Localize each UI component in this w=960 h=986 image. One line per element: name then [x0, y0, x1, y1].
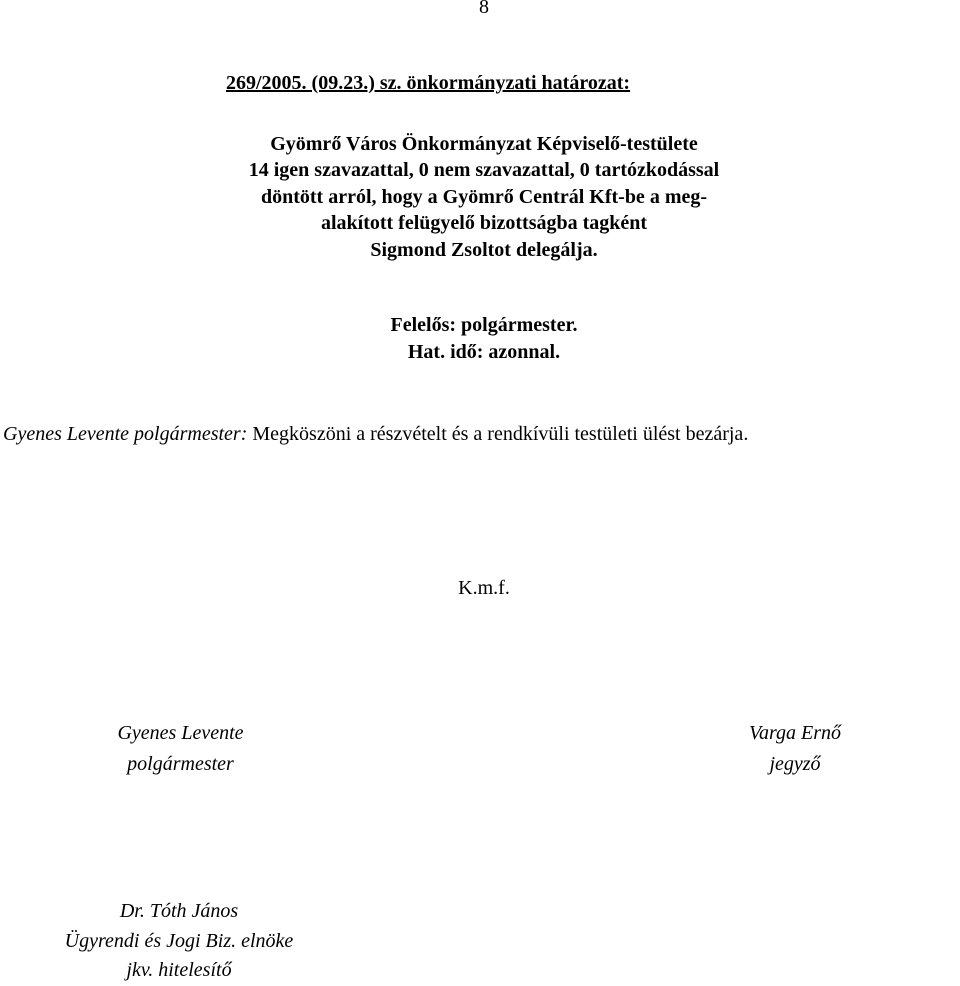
signature-notary [695, 718, 895, 780]
signature-name: Varga Ernő [748, 722, 842, 744]
signature-role: jkv. hitelesítő [126, 959, 232, 981]
page-number: 8 [479, 0, 489, 18]
resolution-line: Gyömrő Város Önkormányzat Képviselő-testülete [270, 133, 698, 155]
kmf-label: K.m.f. [458, 577, 510, 599]
signature-title: polgármester [127, 753, 234, 775]
responsible-person: Felelős: polgármester. [390, 314, 578, 336]
responsibility-block [0, 312, 960, 365]
resolution-heading: 269/2005. (09.23.) sz. önkormányzati határozat: [226, 72, 631, 94]
closing-text: Megköszöni a részvételt és a rendkívüli testületi ülést bezárja. [247, 423, 749, 445]
resolution-line: Sigmond Zsoltot delegálja. [370, 238, 598, 261]
closing-speaker: Gyenes Levente polgármester: [3, 423, 248, 445]
closing-statement [3, 423, 748, 446]
signature-name: Dr. Tóth János [119, 900, 239, 922]
signature-name: Gyenes Levente [117, 722, 244, 744]
deadline: Hat. idő: azonnal. [407, 340, 561, 363]
signature-mayor [78, 718, 283, 780]
resolution-line: alakított felügyelő bizottságba tagként [320, 212, 648, 235]
resolution-line: 14 igen szavazattal, 0 nem szavazattal, 0 tartózkodással [248, 159, 720, 182]
signature-title: jegyző [769, 753, 821, 775]
resolution-body [0, 131, 960, 263]
signature-title: Ügyrendi és Jogi Biz. elnöke [64, 929, 294, 952]
signature-verifier [0, 897, 358, 986]
resolution-line: döntött arról, hogy a Gyömrő Centrál Kft-be a meg- [260, 185, 708, 208]
